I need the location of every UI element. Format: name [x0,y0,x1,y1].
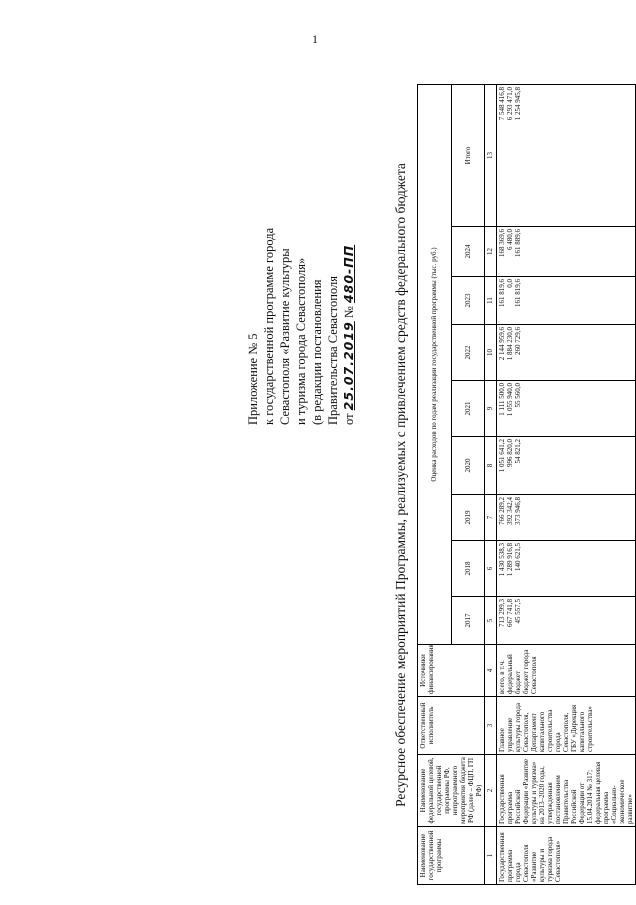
source-federal-label: федеральный бюджет [506,654,522,694]
page-number: 1 [312,32,318,46]
year-cell: 161 819,6 0,0 161 819,6 [497,277,636,325]
header-year: 2023 [451,277,485,325]
source-city-label: бюджет города Севастополя [522,649,538,694]
column-index: 2 [485,755,497,827]
column-index: 5 [485,597,497,645]
header-expense-estimate: Оценка расходов по годам реализации государственной программы (тыс. руб.) [418,84,452,644]
table-title: Ресурсное обеспечение мероприятий Программы, реализуемых с привлечением средств федерального бюджета [393,163,408,807]
header-year: 2022 [451,325,485,381]
column-index: 8 [485,437,497,495]
appendix-date-line [341,125,357,425]
header-year: 2018 [451,541,485,597]
rotated-sheet [245,85,634,885]
column-index: 12 [485,227,497,277]
appendix-line: Севастополя «Развитие культуры [278,248,292,425]
year-cell: 1 051 641,2 996 820,0 54 821,2 [497,437,636,495]
column-index: 3 [485,697,497,755]
column-index: 10 [485,325,497,381]
fcp-name-cell: Государственная программа Российской Федерации «Развитие культуры и туризма» на 2013–2020 годы, утвержденная постановлением Правительства Российской Федерации от 15.04.2014 № 317; федеральная целевая программа «Социально-экономическое развитие» [497,755,636,827]
column-index: 13 [485,84,497,226]
header-fcp: Наименование федеральной целевой, государственной программы РФ, непрограммного мероприятия бюджета РФ (далее – ФЦП, ГП РФ) [418,755,485,827]
appendix-line: и туризма города Севастополя» [294,257,308,425]
handwritten-date: 25.07.2019 [341,321,356,411]
appendix-title: Приложение № 5 [246,333,260,425]
number-prefix: № [342,306,356,319]
column-index: 6 [485,541,497,597]
year-cell: 713 299,3 667 741,8 45 557,5 [497,597,636,645]
year-cell: 1 111 500,0 1 055 940,0 55 560,0 [497,381,636,437]
header-program: Наименование государственной программы [418,827,485,885]
column-index: 9 [485,381,497,437]
column-index: 4 [485,645,497,697]
header-year: 2020 [451,437,485,495]
header-year: 2019 [451,495,485,541]
year-cell: 2 144 959,6 1 884 230,0 260 729,6 [497,325,636,381]
appendix-block [245,125,357,425]
handwritten-number: 480-ПП [341,244,356,304]
header-year: 2021 [451,381,485,437]
column-index: 7 [485,495,497,541]
appendix-line: к государственной программе города [262,227,276,425]
header-total: Итого [451,84,485,226]
sources-cell [497,645,636,697]
header-executor: Ответственный исполнитель [418,697,485,755]
year-cell: 168 369,6 6 480,0 161 889,6 [497,227,636,277]
year-cell: 1 430 538,3 1 289 916,8 140 621,5 [497,541,636,597]
appendix-line: Правительства Севастополя [326,276,340,425]
year-cell: 766 289,2 392 342,4 373 946,8 [497,495,636,541]
program-name-cell: Государственная программа города Севастополя «Развитие культуры и туризма города Севастополя» [497,827,636,885]
header-sources: Источники финансирования [418,645,485,697]
source-total-label: всего, в т.ч. [498,660,506,694]
table-row [497,84,636,884]
column-index: 1 [485,827,497,885]
total-cell: 7 548 416,8 6 293 471,0 1 254 945,8 [497,84,636,226]
column-index: 11 [485,277,497,325]
executor-cell: Главное управление культуры города Севастополя, Департамент капитального строительства города Севастополя, ГБУ «Дирекция капитального строительства» [497,697,636,755]
resource-table [417,84,636,885]
date-prefix: от [342,413,356,425]
header-year: 2024 [451,227,485,277]
appendix-line: (в редакции постановления [310,279,324,425]
header-year: 2017 [451,597,485,645]
